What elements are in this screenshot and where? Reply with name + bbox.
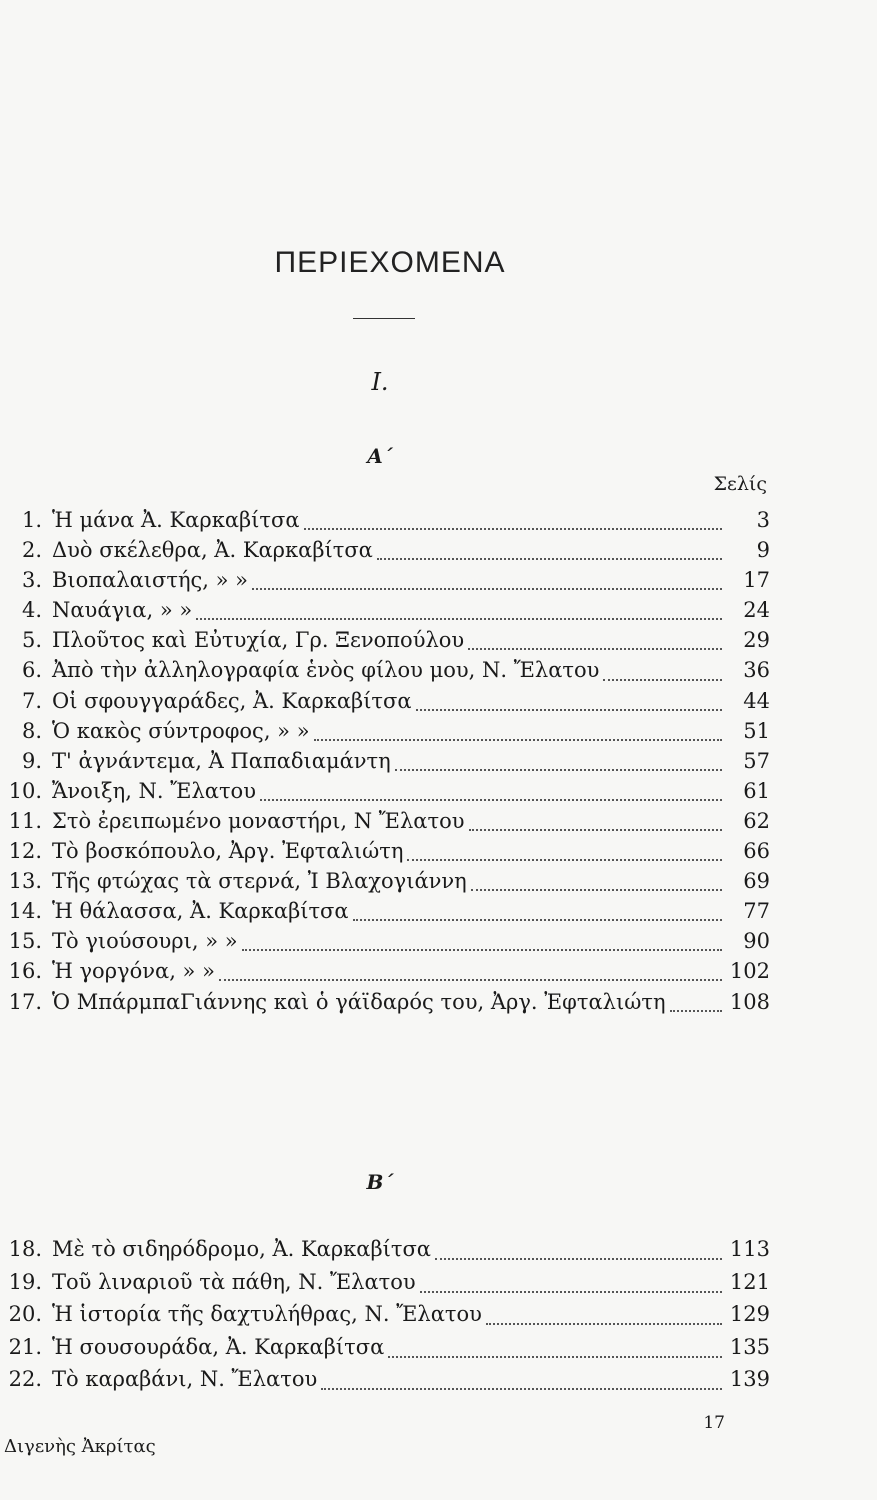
toc-entry-number: 11. (8, 808, 42, 833)
toc-entry-title: Δυὸ σκέλεθρα, Ἀ. Καρκαβίτσα (52, 538, 373, 563)
toc-entry-page: 62 (743, 808, 770, 833)
toc-entry-title: Οἱ σφουγγαράδες, Ἀ. Καρκαβίτσα (52, 688, 412, 713)
toc-entry-title: Ὁ κακὸς σύντροφος, » » (52, 718, 310, 743)
toc-entry-page: 36 (743, 658, 770, 683)
toc-leader-dots (416, 709, 722, 711)
toc-entry (0, 749, 770, 779)
toc-leader-dots (242, 949, 722, 951)
toc-entry-page: 24 (743, 598, 770, 623)
page-column-label: Σελίς (713, 473, 767, 495)
toc-list-a (0, 508, 770, 1020)
toc-entry (0, 1367, 770, 1400)
toc-entry-page: 113 (729, 1237, 770, 1261)
toc-entry-number: 16. (8, 959, 42, 984)
toc-entry (0, 598, 770, 628)
toc-entry-page: 51 (743, 718, 770, 743)
toc-entry-number: 21. (8, 1334, 42, 1359)
toc-leader-dots (388, 1356, 722, 1358)
toc-entry-page: 61 (743, 778, 770, 803)
toc-entry-number: 10. (8, 778, 42, 803)
toc-entry (0, 899, 770, 929)
toc-entry (0, 1270, 770, 1303)
toc-leader-dots (469, 829, 723, 831)
toc-entry (0, 1237, 770, 1270)
toc-entry-page: 77 (743, 899, 770, 924)
toc-entry (0, 658, 770, 688)
toc-entry-page: 102 (729, 959, 770, 984)
toc-entry (0, 929, 770, 959)
toc-leader-dots (670, 1010, 722, 1012)
section-a-heading: Α΄ (367, 444, 393, 468)
toc-entry (0, 1335, 770, 1368)
toc-entry (0, 508, 770, 538)
toc-leader-dots (407, 859, 722, 861)
toc-entry-title: Τὸ γιούσουρι, » » (52, 929, 238, 954)
toc-entry-number: 14. (8, 899, 42, 924)
toc-list-b (0, 1237, 770, 1400)
toc-entry-title: Ἡ θάλασσα, Ἀ. Καρκαβίτσα (52, 899, 349, 924)
toc-entry-title: Μὲ τὸ σιδηρόδρομο, Ἀ. Καρκαβίτσα (52, 1237, 431, 1261)
toc-entry (0, 869, 770, 899)
toc-leader-dots (468, 648, 722, 650)
toc-entry-number: 20. (8, 1302, 42, 1326)
title-rule (353, 318, 415, 319)
toc-entry-title: Ἡ σουσουράδα, Ἀ. Καρκαβίτσα (52, 1334, 385, 1359)
toc-leader-dots (435, 1258, 722, 1260)
toc-leader-dots (314, 739, 722, 741)
toc-entry-number: 17. (8, 989, 42, 1014)
toc-entry-title: Ἡ γοργόνα, » » (52, 959, 215, 984)
toc-entry (0, 628, 770, 658)
toc-leader-dots (260, 799, 722, 801)
toc-entry-number: 5. (21, 628, 42, 653)
toc-entry-number: 13. (8, 869, 42, 894)
toc-entry-title: Τῆς φτώχας τὰ στερνά, Ἰ Βλαχογιάννη (52, 869, 467, 894)
toc-entry (0, 1302, 770, 1335)
toc-leader-dots (471, 889, 722, 891)
toc-entry (0, 538, 770, 568)
toc-entry (0, 779, 770, 809)
toc-entry-page: 69 (743, 869, 770, 894)
toc-entry-page: 44 (743, 688, 770, 713)
toc-entry-page: 17 (743, 568, 770, 593)
toc-leader-dots (353, 919, 722, 921)
toc-leader-dots (603, 679, 722, 681)
toc-entry-number: 22. (8, 1367, 42, 1391)
toc-entry-number: 19. (8, 1269, 42, 1294)
toc-entry-number: 2. (21, 538, 42, 563)
toc-entry-number: 7. (21, 688, 42, 713)
toc-entry-number: 9. (21, 748, 42, 773)
toc-entry-title: Τ' ἀγνάντεμα, Ἀ Παπαδιαμάντη (52, 748, 391, 773)
toc-entry-number: 8. (21, 718, 42, 743)
toc-entry (0, 959, 770, 989)
toc-entry-title: Ἄνοιξη, Ν. Ἔλατου (52, 778, 256, 803)
book-footer: Διγενὴς Ἀκρίτας (4, 1436, 156, 1457)
toc-entry-page: 90 (743, 929, 770, 954)
toc-leader-dots (321, 1388, 722, 1390)
toc-entry-page: 66 (743, 839, 770, 864)
toc-leader-dots (486, 1323, 722, 1325)
toc-entry-title: Στὸ ἐρειπωμένο μοναστήρι, Ν Ἔλατου (52, 808, 465, 833)
toc-entry-page: 3 (756, 508, 770, 532)
toc-entry-title: Ἡ ἱστορία τῆς δαχτυλήθρας, Ν. Ἔλατου (52, 1302, 482, 1326)
toc-leader-dots (252, 588, 722, 590)
toc-entry-page: 129 (729, 1302, 770, 1326)
toc-entry-page: 121 (729, 1269, 770, 1294)
toc-entry-page: 139 (729, 1367, 770, 1391)
signature-mark: 17 (703, 1413, 725, 1433)
toc-entry-title: Τοῦ λιναριοῦ τὰ πάθη, Ν. Ἔλατου (52, 1269, 416, 1294)
toc-entry-title: Πλοῦτος καὶ Εὐτυχία, Γρ. Ξενοπούλου (52, 628, 465, 653)
toc-entry-title: Ἡ μάνα Ἀ. Καρκαβίτσα (52, 508, 300, 532)
page-title: ΠΕΡΙΕΧΟΜΕΝΑ (274, 246, 506, 279)
toc-entry-number: 4. (21, 598, 42, 623)
toc-entry (0, 990, 770, 1020)
toc-entry (0, 809, 770, 839)
toc-leader-dots (219, 979, 722, 981)
toc-entry-title: Ἀπὸ τὴν ἀλληλογραφία ἑνὸς φίλου μου, Ν. Ἔλατου (52, 658, 600, 683)
toc-entry (0, 689, 770, 719)
toc-entry-number: 12. (8, 839, 42, 864)
toc-entry-page: 135 (729, 1334, 770, 1359)
toc-entry-page: 57 (743, 748, 770, 773)
toc-entry-number: 3. (21, 568, 42, 593)
toc-leader-dots (196, 618, 722, 620)
toc-entry-page: 108 (729, 989, 770, 1014)
toc-entry-title: Ὁ ΜπάρμπαΓιάννης καὶ ὁ γάϊδαρός του, Ἀργ. Ἐφταλιώτη (52, 989, 666, 1014)
section-b-heading: Β΄ (366, 1170, 394, 1194)
toc-entry-title: Βιοπαλαιστής, » » (52, 568, 249, 593)
toc-entry-page: 9 (756, 538, 770, 563)
toc-entry-title: Ναυάγια, » » (52, 598, 193, 623)
toc-entry-number: 15. (8, 929, 42, 954)
toc-entry-number: 1. (21, 508, 42, 532)
toc-entry (0, 839, 770, 869)
toc-entry-page: 29 (743, 628, 770, 653)
toc-entry (0, 568, 770, 598)
part-heading: I. (371, 368, 389, 396)
toc-entry-title: Τὸ καραβάνι, Ν. Ἔλατου (52, 1367, 318, 1391)
toc-entry-number: 18. (8, 1237, 42, 1261)
toc-entry-title: Τὸ βοσκόπουλο, Ἀργ. Ἐφταλιώτη (52, 839, 404, 864)
toc-leader-dots (420, 1291, 722, 1293)
toc-entry (0, 719, 770, 749)
toc-entry-number: 6. (21, 658, 42, 683)
toc-leader-dots (395, 769, 722, 771)
toc-leader-dots (304, 528, 722, 530)
toc-leader-dots (377, 558, 722, 560)
